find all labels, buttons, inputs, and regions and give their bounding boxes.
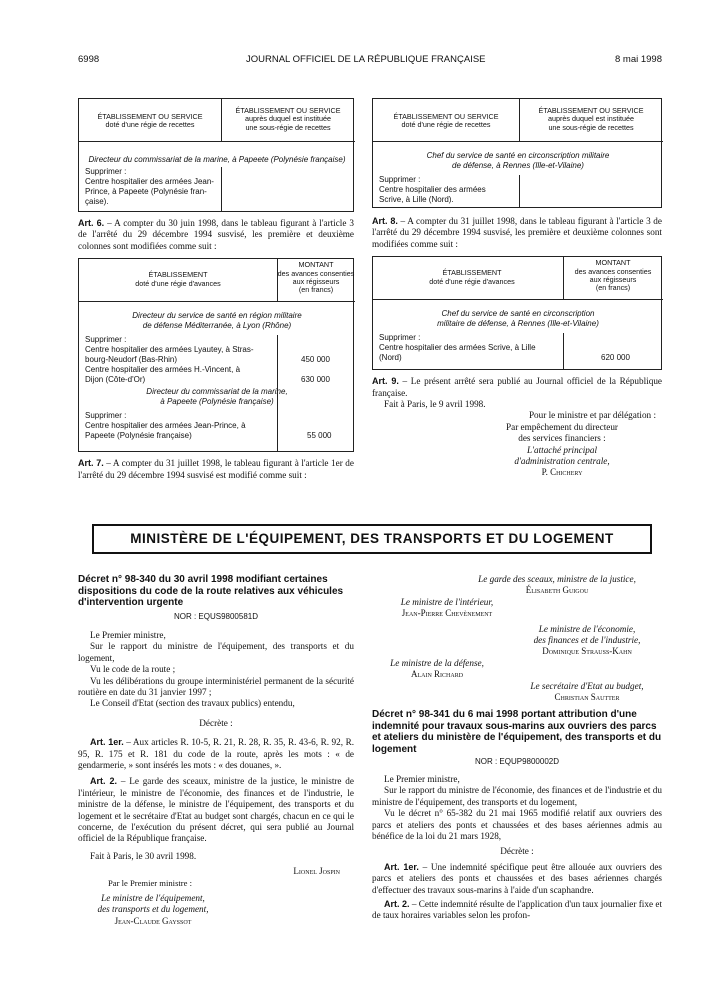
table-header: (en francs) xyxy=(595,283,631,293)
signature-line: Le ministre de l'équipement, xyxy=(101,893,205,904)
nor-reference: NOR : EQUS9800581D xyxy=(173,611,259,621)
article-8: Art. 8. – A compter du 31 juillet 1998, dans le tableau figurant à l'article 3 de l'arrêté du 29 décembre 1994 susvisé, les première et deuxième colonnes sont modifiées comme suit : xyxy=(372,216,662,249)
signature-line: Pour le ministre et par délégation : xyxy=(528,410,656,421)
table-header: (en francs) xyxy=(298,285,334,295)
paragraph: Le Conseil d'Etat (section des travaux publics) entendu, xyxy=(90,698,295,709)
signature-line: d'administration centrale, xyxy=(514,456,610,467)
signature-line: Le ministre de l'intérieur, xyxy=(400,596,494,607)
signatory-name: Christian Sautter xyxy=(554,692,620,703)
table-header: une sous-régie de recettes xyxy=(245,122,331,132)
paragraph: Sur le rapport du ministre de l'équipement, des transports et du logement, xyxy=(78,641,354,663)
left-column-top xyxy=(78,98,354,481)
amount-cell: 620 000 xyxy=(601,353,630,363)
table-cell: Supprimer : xyxy=(85,411,127,421)
signatory-name: Alain Richard xyxy=(410,669,464,680)
table-header: ÉTABLISSEMENT OU SERVICE xyxy=(97,112,203,121)
table-header: ÉTABLISSEMENT OU SERVICE xyxy=(235,106,341,115)
table-cell: (Nord) xyxy=(379,353,402,363)
table-section-title: Directeur du service de santé en région militaire xyxy=(132,311,302,321)
signature-line: Par le Premier ministre : xyxy=(108,877,193,888)
table-section-title: de défense, à Rennes (Ille-et-Vilaine) xyxy=(452,161,584,170)
table-cell: Dijon (Côte-d'Or) xyxy=(85,375,146,385)
signature-line: Le secrétaire d'Etat au budget, xyxy=(530,680,644,691)
page-number: 6998 xyxy=(78,54,100,65)
issue-date: 8 mai 1998 xyxy=(614,54,662,65)
table-cell: Supprimer : xyxy=(379,333,421,343)
avances-table-left xyxy=(78,258,354,452)
table-header: des avances consenties xyxy=(574,266,652,276)
table-cell: Supprimer : xyxy=(379,175,421,184)
table-header: ÉTABLISSEMENT OU SERVICE xyxy=(538,106,644,115)
table-section-title: de défense Méditerranée, à Lyon (Rhône) xyxy=(142,321,292,331)
recettes-table-right xyxy=(372,98,662,208)
paragraph: Vu le code de la route ; xyxy=(90,664,176,675)
table-cell: Scrive, à Lille (Nord). xyxy=(379,195,454,204)
table-header: MONTANT xyxy=(595,258,631,268)
nor-reference: NOR : EQUP9800002D xyxy=(474,757,560,767)
table-cell: Supprimer : xyxy=(85,335,127,345)
signatory-name: Dominique Strauss-Kahn xyxy=(542,646,632,657)
table-header: auprès duquel est instituée xyxy=(548,114,634,124)
table-section-title: Chef du service de santé en circonscription xyxy=(441,309,595,319)
right-column-top xyxy=(372,98,662,479)
signature-line: des transports et du logement, xyxy=(97,904,209,915)
article-2: Art. 2. – Cette indemnité résulte de l'application d'un taux journalier fixe et de taux horaires variables selon les profon- xyxy=(372,898,662,921)
table-header: MONTANT xyxy=(298,260,334,270)
table-section-title: à Papeete (Polynésie française) xyxy=(160,397,274,407)
table-header: des avances consenties xyxy=(277,268,355,278)
decrete-heading: Décrète : xyxy=(500,846,534,857)
decrete-heading: Décrète : xyxy=(199,717,233,728)
signature-line: L'attaché principal xyxy=(526,444,598,455)
signature-line: Le ministre de l'économie, xyxy=(538,623,636,634)
table-cell: Centre hospitalier des armées H.-Vincent, à xyxy=(85,365,241,375)
right-column-bottom xyxy=(372,574,662,922)
table-cell: çaise). xyxy=(85,197,109,206)
table-cell: Papeete (Polynésie française) xyxy=(85,431,192,441)
decree-98-341 xyxy=(372,709,662,921)
table-header: doté d'une régie d'avances xyxy=(135,278,221,288)
table-section-title: Directeur du commissariat de la marine, xyxy=(146,387,288,397)
table-header: aux régisseurs xyxy=(589,275,637,285)
table-cell: Centre hospitalier des armées Jean- xyxy=(85,177,214,186)
journal-title: JOURNAL OFFICIEL DE LA RÉPUBLIQUE FRANÇAISE xyxy=(246,54,486,65)
avances-table-right xyxy=(372,256,662,370)
article-7: Art. 7. – A compter du 31 juillet 1998, le tableau figurant à l'article 1er de l'arrêté du 29 décembre 1994 susvisé est modifié comme suit : xyxy=(78,458,354,480)
article-1: Art. 1er. – Aux articles R. 10-5, R. 21, R. 28, R. 35, R. 43-6, R. 92, R. 95, R. 175 et R. 181 du code de la route, après les mots : « de gendarmerie, » sont insérés les mots : « des douanes, ». xyxy=(78,737,354,770)
table-section-title: Directeur du commissariat de la marine, à Papeete (Polynésie française) xyxy=(88,155,346,164)
paragraph: Le Premier ministre, xyxy=(384,773,460,784)
table-header: auprès duquel est instituée xyxy=(245,114,331,124)
article-6: Art. 6. – A compter du 30 juin 1998, dans le tableau figurant à l'article 3 de l'arrêté du 29 décembre 1994 susvisé, les première et deuxième colonnes sont modifiées comme suit : xyxy=(78,218,354,251)
table-section-title: Chef du service de santé en circonscription militaire xyxy=(426,151,610,160)
table-cell: bourg-Neudorf (Bas-Rhin) xyxy=(85,355,178,365)
table-header: doté d'une régie d'avances xyxy=(429,276,515,286)
amount-cell: 630 000 xyxy=(301,375,330,385)
signatory-name: Lionel Jospin xyxy=(293,866,340,877)
signatory-name: Élisabeth Guigou xyxy=(525,585,589,596)
article-2: Art. 2. – Le garde des sceaux, ministre de la justice, le ministre de l'intérieur, le ministre de l'économie, des finances et de l'industrie, le ministre de la défense, le ministre de l'équipement, des transports et du logement et le secrétaire d'Etat au budget sont chargés, chacun en ce qui le concerne, de l'exécution du présent décret, qui sera publié au Journal officiel de la République française. xyxy=(78,776,354,844)
signature-line: des finances et de l'industrie, xyxy=(533,635,641,646)
table-cell: Centre hospitalier des armées xyxy=(379,185,486,194)
table-cell: Centre hospitalier des armées Scrive, à Lille xyxy=(379,343,536,353)
table-section-title: militaire de défense, à Rennes (Ille-et-Vilaine) xyxy=(437,319,599,329)
signature-line: Le ministre de la défense, xyxy=(390,657,484,668)
table-header: doté d'une régie de recettes xyxy=(401,120,491,130)
signature-block xyxy=(372,410,662,478)
decree-98-340 xyxy=(78,574,354,927)
table-header: ÉTABLISSEMENT xyxy=(442,268,502,278)
paragraph: Vu le décret n° 65-382 du 21 mai 1965 modifié relatif aux ouvriers des parcs et ateliers des ponts et chaussées et des bases aériennes admis au bénéfice de la loi du 21 mars 1928, xyxy=(372,808,662,841)
table-header: ÉTABLISSEMENT OU SERVICE xyxy=(393,112,499,121)
table-header: ÉTABLISSEMENT xyxy=(148,270,208,280)
table-cell: Centre hospitalier des armées Lyautey, à Stras- xyxy=(85,345,254,355)
table-header: une sous-régie de recettes xyxy=(548,122,634,132)
table-cell: Supprimer : xyxy=(85,167,127,176)
signature-line: Le garde des sceaux, ministre de la justice, xyxy=(478,574,636,584)
signature-line: Par empêchement du directeur xyxy=(506,421,618,432)
signatory-name: P. Chichery xyxy=(541,467,583,478)
amount-cell: 55 000 xyxy=(307,431,332,441)
signature-place: Fait à Paris, le 30 avril 1998. xyxy=(90,850,197,861)
recettes-table-left xyxy=(78,98,354,212)
table-header: doté d'une régie de recettes xyxy=(105,120,195,130)
ministry-banner: MINISTÈRE DE L'ÉQUIPEMENT, DES TRANSPORTS ET DU LOGEMENT xyxy=(92,524,652,554)
article-1: Art. 1er. – Une indemnité spécifique peut être allouée aux ouvriers des parcs et ateliers des ponts et chaussées et des bases aériennes chargés d'effectuer des travaux sous-marins à l'aide d'un scaphandre. xyxy=(372,861,662,895)
table-header: aux régisseurs xyxy=(292,277,340,287)
signatory-name: Jean-Pierre Chevènement xyxy=(401,608,493,619)
amount-cell: 450 000 xyxy=(301,355,330,365)
decree-title: Décret n° 98-340 du 30 avril 1998 modifiant certaines dispositions du code de la route relatives aux véhicules d'intervention urgente xyxy=(78,574,344,608)
signatory-name: Jean-Claude Gayssot xyxy=(114,915,192,926)
signature-place: Fait à Paris, le 9 avril 1998. xyxy=(384,399,486,410)
table-cell: Centre hospitalier des armées Jean-Prince, à xyxy=(85,421,246,431)
paragraph: Le Premier ministre, xyxy=(90,629,166,640)
decree-title: Décret n° 98-341 du 6 mai 1998 portant attribution d'une indemnité pour travaux sous-marins aux ouvriers des parcs et ateliers du ministère de l'équipement, des transports et du logement xyxy=(372,709,662,755)
paragraph: Sur le rapport du ministre de l'économie, des finances et de l'industrie et du ministre de l'équipement, des transports et du logement, xyxy=(372,785,662,807)
signature-line: des services financiers : xyxy=(518,433,606,444)
paragraph: Vu les délibérations du groupe interministériel permanent de la sécurité routière en date du 31 janvier 1997 ; xyxy=(78,675,354,697)
article-9: Art. 9. – Le présent arrêté sera publié au Journal officiel de la République française. xyxy=(372,376,662,398)
table-cell: Prince, à Papeete (Polynésie fran- xyxy=(85,187,207,196)
